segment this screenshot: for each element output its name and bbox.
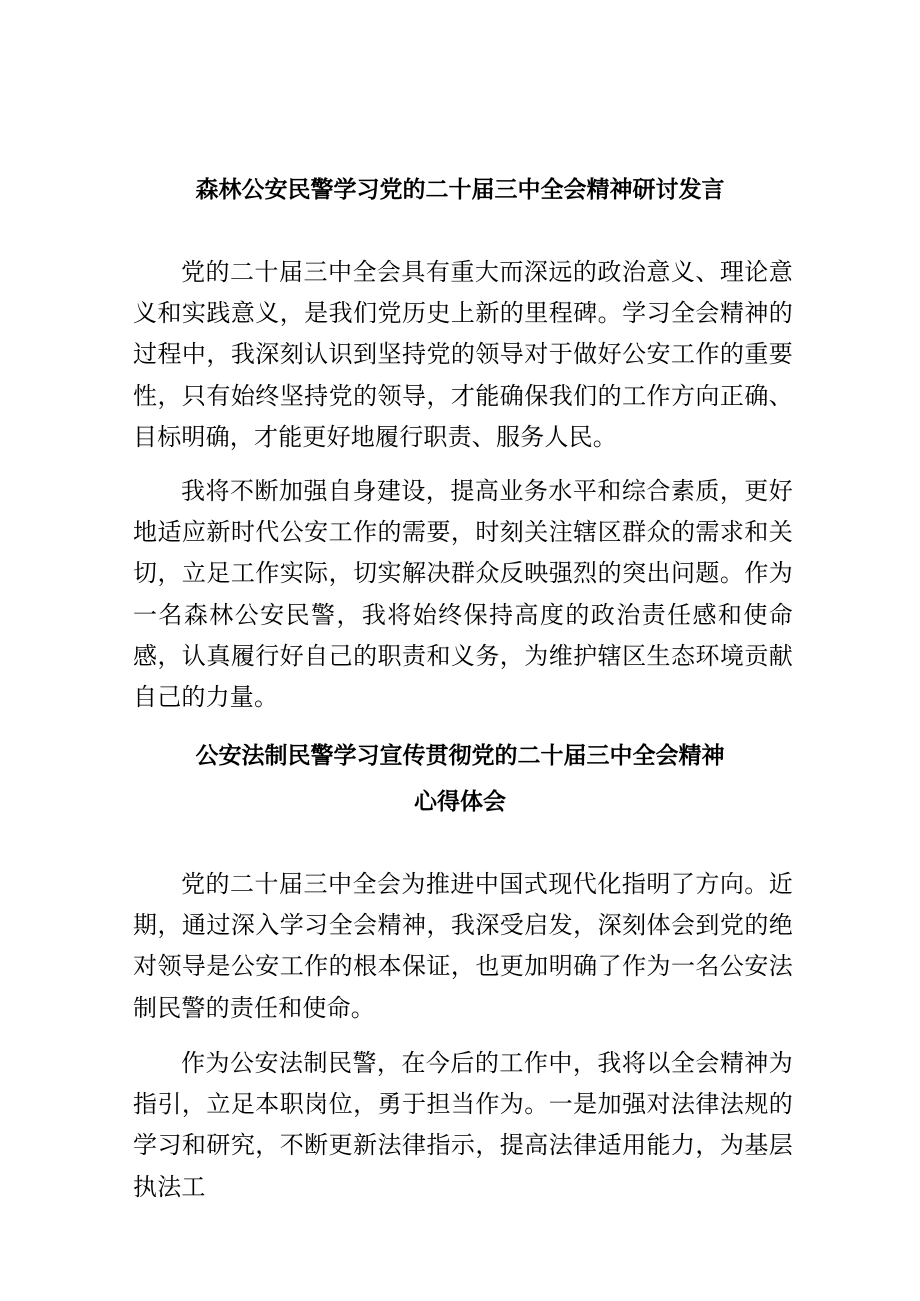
body-paragraph: 党的二十届三中全会为推进中国式现代化指明了方向。近期，通过深入学习全会精神，我深受启发，深刻体会到党的绝对领导是公安工作的根本保证，也更加明确了作为一名公安法制民警的责任和使命。 xyxy=(133,870,793,1022)
body-paragraph: 作为公安法制民警，在今后的工作中，我将以全会精神为指引，立足本职岗位，勇于担当作为。一是加强对法律法规的学习和研究，不断更新法律指示，提高法律适用能力，为基层执法工 xyxy=(133,1049,793,1201)
section-title-forest-police: 森林公安民警学习党的二十届三中全会精神研讨发言 xyxy=(195,177,725,203)
section-title-legal-police xyxy=(130,733,790,825)
section-title-line-2: 心得体会 xyxy=(414,789,506,815)
body-paragraph: 党的二十届三中全会具有重大而深远的政治意义、理论意义和实践意义，是我们党历史上新的里程碑。学习全会精神的过程中，我深刻认识到坚持党的领导对于做好公安工作的重要性，只有始终坚持党的领导，才能确保我们的工作方向正确、目标明确，才能更好地履行职责、服务人民。 xyxy=(133,258,793,451)
body-paragraph: 我将不断加强自身建设，提高业务水平和综合素质，更好地适应新时代公安工作的需要，时刻关注辖区群众的需求和关切，立足工作实际，切实解决群众反映强烈的突出问题。作为一名森林公安民警，我将始终保持高度的政治责任感和使命感，认真履行好自己的职责和义务，为维护辖区生态环境贡献自己的力量。 xyxy=(133,477,793,712)
section-title-line-1: 公安法制民警学习宣传贯彻党的二十届三中全会精神 xyxy=(195,743,725,769)
